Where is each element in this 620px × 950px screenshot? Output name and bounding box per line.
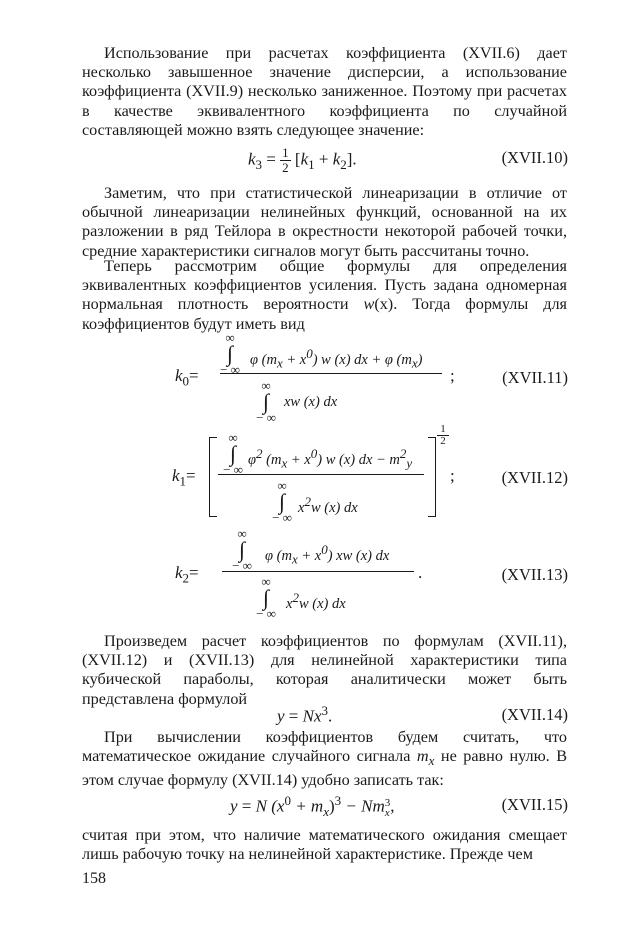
eq14-period: . (328, 706, 333, 726)
eq12-numerator (248, 446, 412, 472)
eq14-equals: = (288, 706, 299, 726)
eq12-power-num: 1 (437, 424, 449, 436)
eq13-den-int-sym: ∫ (262, 585, 270, 610)
eq15-part1: N (x (255, 796, 285, 816)
eq11-semicolon: ; (450, 366, 455, 385)
eq12-num-phi-sup: 2 (256, 446, 263, 461)
paragraph-4-text: Произведем расчет коэффициентов по формулам (XVII.11), (XVII.12) и (XVII.13) для нелинейной характеристики типа кубической параболы, которая аналитически может быть представлена формулой (82, 632, 567, 708)
equation-10 (248, 146, 357, 175)
eq13-denominator (286, 590, 346, 613)
eq13-den-x: x (286, 595, 293, 612)
page-number: 158 (82, 870, 106, 887)
eq11-num-sub1: x (276, 355, 283, 371)
eq12-bracket-left (209, 437, 217, 517)
eq13-den-integral (254, 576, 278, 620)
eq13-num-int-lower: − ∞ (232, 558, 252, 573)
eq12-k: k (172, 466, 180, 485)
eq10-equals: = (266, 149, 276, 169)
eq11-den-int-lower: − ∞ (256, 410, 276, 425)
paragraph-2 (82, 184, 567, 261)
eq10-frac-den: 2 (282, 160, 289, 175)
eq10-plus: + (318, 149, 329, 169)
eq13-num-sub: x (291, 551, 298, 567)
eq11-numerator (250, 346, 422, 372)
eq10-lhs: k (248, 149, 256, 169)
eq12-lhs (172, 466, 196, 489)
eq13-num-part1: φ (m (265, 547, 292, 564)
eq15-y: y (230, 796, 238, 816)
eq11-denominator: xw (x) dx (284, 394, 338, 410)
eq12-num-sub2: y (406, 455, 413, 471)
eq12-bracket-right (428, 437, 436, 517)
eq10-lhs-sub: 3 (255, 156, 263, 172)
eq12-den-sup: 2 (304, 494, 311, 509)
eq13-num-int-sym: ∫ (238, 537, 246, 562)
eq13-num-sup: 0 (321, 542, 328, 557)
eq14-rhs: Nx (302, 706, 322, 726)
eq15-part4-sup: 3 (384, 796, 391, 809)
eq11-den-integral (254, 380, 278, 424)
eq15-part2-sub: x (323, 804, 329, 820)
paragraph-3-text-end: . Тогда формулы для коэффициентов будут иметь вид (82, 295, 568, 333)
eq11-den-int-sym: ∫ (262, 389, 270, 414)
equation-15-label: (XVII.15) (501, 795, 568, 814)
equation-13-label: (XVII.13) (501, 565, 568, 584)
eq12-den-int-lower: − ∞ (272, 510, 292, 525)
eq13-lhs (175, 563, 199, 586)
paragraph-1 (82, 44, 567, 140)
eq12-den-int-upper: ∞ (277, 478, 287, 493)
equation-15 (230, 793, 394, 820)
eq13-k-sub: 2 (182, 570, 190, 586)
eq15-equals: = (241, 796, 252, 816)
eq11-lhs (175, 366, 199, 389)
eq11-num-part4: ) (417, 351, 423, 368)
eq13-num-integral (230, 528, 254, 572)
eq10-k2: k (332, 149, 341, 169)
eq15-part4: − Nm (345, 796, 385, 816)
eq12-den-rest: w (x) dx (310, 499, 358, 516)
eq10-k1-sub: 1 (308, 156, 315, 172)
paragraph-3-arg: (x) (374, 295, 394, 314)
paragraph-6-text: считая при этом, что наличие математического ожидания смещает лишь рабочую точку на нелинейной характеристике. Прежде чем (82, 826, 567, 864)
paragraph-6 (82, 826, 567, 864)
eq11-num-integral (218, 332, 242, 376)
eq11-num-int-upper: ∞ (225, 330, 235, 345)
eq12-num-int-upper: ∞ (228, 430, 238, 445)
eq15-part3: ) (328, 796, 335, 816)
eq12-k-sub: 1 (179, 473, 187, 489)
eq12-num-part3: ) w (x) dx − m (317, 451, 400, 468)
eq13-num-part2: + x (301, 547, 322, 564)
paragraph-5-text-end: не равно нулю. В этом случае формулу (XVII.14) удобно записать так: (82, 747, 568, 789)
eq12-num-sub: x (281, 455, 288, 471)
eq15-comma: , (390, 796, 395, 816)
equation-14-label: (XVII.14) (501, 705, 568, 724)
eq12-num-part1: (m (266, 451, 282, 468)
eq13-fraction-bar (222, 571, 414, 572)
equation-11-label: (XVII.11) (502, 368, 568, 387)
paragraph-3 (82, 257, 567, 334)
eq12-power-den: 2 (440, 435, 446, 447)
eq12-denominator (298, 494, 358, 517)
paragraph-5-text-start: При вычислении коэффициентов будем считать, что математическое ожидание случайного сигнала (82, 728, 567, 766)
eq12-num-integral (221, 432, 245, 476)
eq13-period: . (418, 563, 423, 582)
eq12-num-sup: 0 (310, 446, 318, 461)
eq12-num-phi: φ (248, 451, 257, 468)
paragraph-4 (82, 632, 567, 709)
eq10-k2-sub: 2 (340, 156, 347, 172)
eq13-num-int-upper: ∞ (237, 526, 247, 541)
paragraph-3-w: w (363, 295, 375, 314)
eq15-part1-sup: 0 (284, 793, 291, 808)
paragraph-2-text: Заметим, что при статистической линеаризации в отличие от обычной линеаризации нелинейных функций, основанной на их разложении в ряд Тейлора в окрестности некоторой рабочей точки, средние характеристики сигналов могут быть рассчитаны точно. (82, 184, 567, 260)
eq11-num-sup: 0 (306, 346, 313, 361)
eq11-num-int-sym: ∫ (226, 341, 234, 366)
eq13-equals: = (189, 563, 199, 582)
eq13-den-int-lower: − ∞ (256, 606, 276, 621)
paragraph-5-m-sub: x (428, 753, 435, 769)
eq11-num-int-lower: − ∞ (220, 362, 240, 377)
eq15-part3-sup: 3 (334, 793, 342, 808)
eq11-num-part3: ) w (x) dx + φ (m (312, 351, 412, 368)
eq12-num-part2: + x (290, 451, 311, 468)
equation-12-label: (XVII.12) (501, 468, 568, 487)
eq15-part4-sub: x (384, 806, 390, 819)
eq13-den-sup: 2 (292, 590, 299, 605)
equation-14 (277, 703, 332, 727)
eq11-k-sub: 0 (182, 373, 190, 389)
eq12-num-int-lower: − ∞ (223, 462, 243, 477)
eq13-den-rest: w (x) dx (298, 595, 346, 612)
paragraph-5 (82, 728, 567, 790)
eq13-den-int-upper: ∞ (261, 574, 271, 589)
equation-10-label: (XVII.10) (501, 148, 568, 167)
eq11-den-int-upper: ∞ (261, 378, 271, 393)
eq14-y: y (277, 706, 285, 726)
eq11-num-part1: φ (m (250, 351, 277, 368)
eq11-k: k (175, 366, 183, 385)
eq11-num-part2: + x (286, 351, 307, 368)
eq12-fraction-bar (218, 474, 424, 475)
eq12-semicolon: ; (450, 466, 455, 485)
eq13-num-part3: ) xw (x) dx (327, 547, 390, 564)
eq12-den-integral (270, 480, 294, 524)
eq10-bracket-close: ]. (346, 149, 357, 169)
paragraph-5-m: m (416, 747, 429, 766)
eq12-power (437, 424, 449, 447)
eq10-frac-num: 1 (282, 145, 289, 160)
eq12-den-int-sym: ∫ (278, 489, 286, 514)
paragraph-3-text-start: Теперь рассмотрим общие формулы для определения эквивалентных коэффициентов усиления. Пусть задана одномерная нормальная плотность вероятности (82, 257, 567, 314)
eq14-rhs-sup: 3 (321, 703, 329, 718)
eq12-num-sup2: 2 (399, 446, 407, 461)
eq12-num-int-sym: ∫ (229, 441, 237, 466)
eq12-den-x: x (298, 499, 305, 516)
eq13-k: k (175, 563, 183, 582)
eq10-fraction (280, 146, 291, 175)
eq11-fraction-bar (220, 373, 442, 374)
eq13-numerator (265, 542, 389, 568)
eq11-num-sub2: x (411, 355, 418, 371)
eq10-bracket-open: [ (294, 149, 301, 169)
eq12-equals: = (186, 466, 196, 485)
eq10-k1: k (300, 149, 309, 169)
eq15-part2: + m (295, 796, 324, 816)
eq11-equals: = (189, 366, 199, 385)
paragraph-1-text: Использование при расчетах коэффициента (XVII.6) дает несколько завышенное значение дисперсии, а использование коэффициента (XVII.9) несколько заниженное. Поэтому при расчетах в качестве эквивалентного коэффициента по случайной составляющей можно взять следующее значение: (82, 44, 567, 139)
